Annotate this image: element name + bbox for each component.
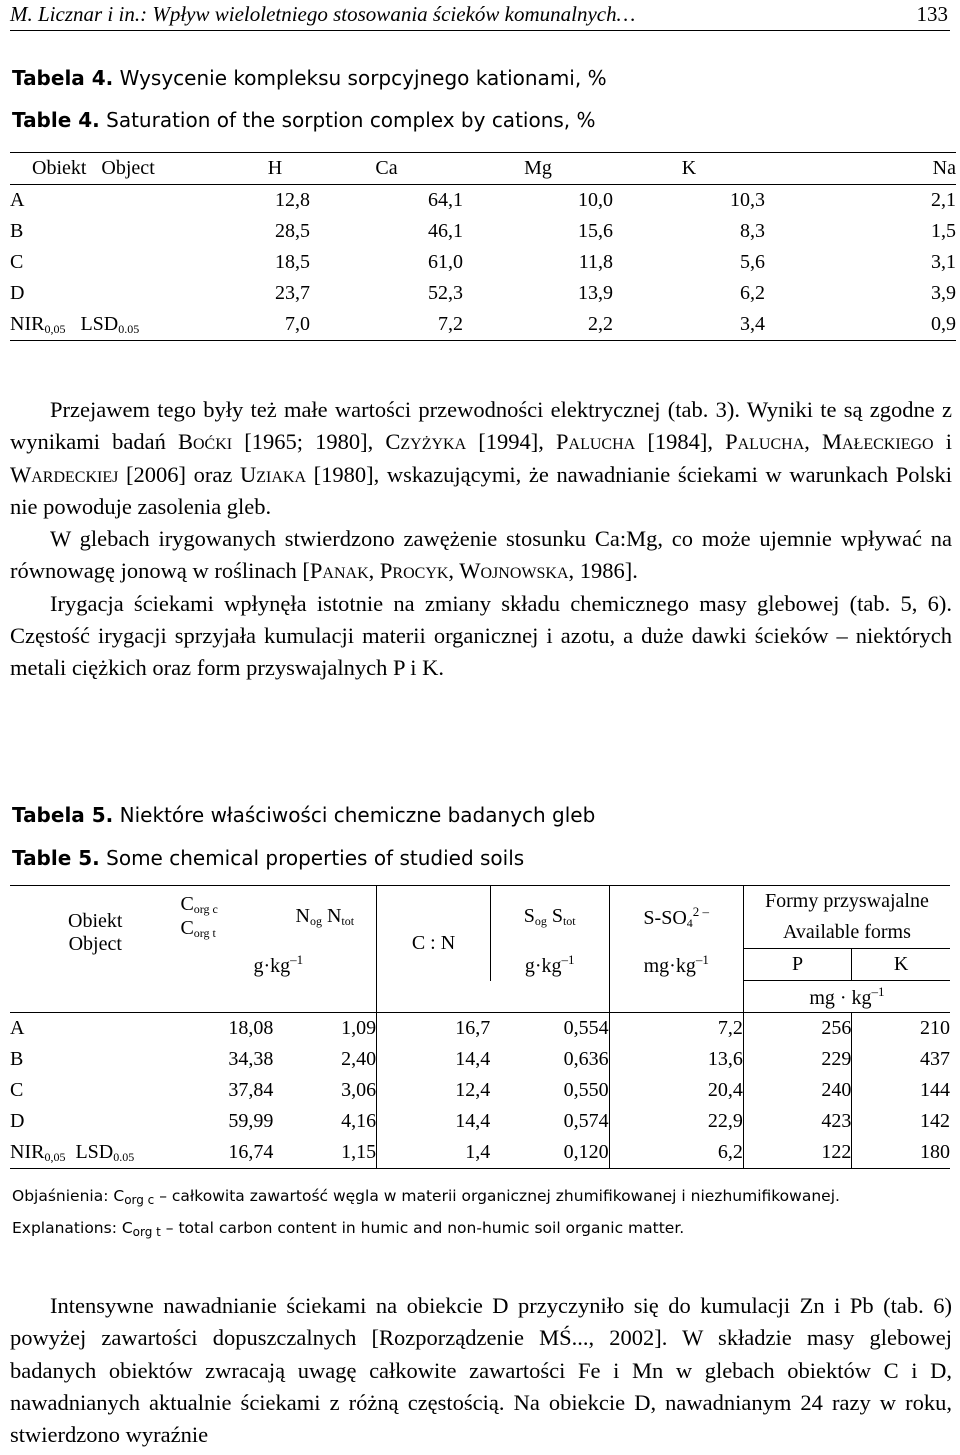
table-cell: 20,4 xyxy=(609,1075,743,1106)
paragraph xyxy=(10,523,952,588)
table-cell: 180 xyxy=(852,1137,950,1169)
table-cell: 10,0 xyxy=(578,189,613,211)
citation-author: Wardeckiej xyxy=(10,461,119,487)
table5-header-row-1 xyxy=(10,886,950,918)
table-cell: 7,0 xyxy=(240,309,310,341)
text-span: [2006] oraz xyxy=(118,461,240,487)
table-cell: 7,2 xyxy=(310,309,463,341)
table-cell: 1,5 xyxy=(931,220,956,242)
table-cell: 28,5 xyxy=(275,220,310,242)
table-row xyxy=(10,247,956,278)
table5-unit-gkg: $g\cdot kg^{-1}$ xyxy=(253,951,304,977)
table-cell: 34,38 xyxy=(228,1048,274,1070)
table-cell: 16,74 xyxy=(180,1137,273,1169)
table5-col-p: P xyxy=(743,949,851,981)
table5-caption-pl: Tabela 5. Niektóre właściwości chemiczne badanych gleb xyxy=(12,803,596,827)
table-cell: 18,08 xyxy=(228,1017,274,1039)
citation-author: Boćki xyxy=(177,429,233,455)
table4-col-h: H xyxy=(240,153,310,185)
table-cell: 0,574 xyxy=(563,1110,609,1132)
row-label: B xyxy=(10,1048,24,1070)
row-label: C xyxy=(10,251,24,273)
table-cell: 3,4 xyxy=(613,309,765,341)
table5-body xyxy=(10,1013,950,1169)
text-span: Irygacja ściekami wpłynęła istotnie na zmiany składu chemicznego masy glebowej (tab. 5, 6). Częstość irygacji sprzyjała kumulacji materii organicznej i azotu, a duże dawki ścieków – niektórych metali ciężkich oraz form przyswajalnych P i K. xyxy=(10,590,952,681)
table-cell: 16,7 xyxy=(377,1013,491,1045)
table-cell: 423 xyxy=(743,1106,851,1137)
table-cell: 8,3 xyxy=(740,220,765,242)
paragraph xyxy=(10,588,952,685)
table-cell: 0,9 xyxy=(765,309,956,341)
table-cell: 12,8 xyxy=(275,189,310,211)
citation-author: Uziaka xyxy=(240,461,307,487)
table-cell: 10,3 xyxy=(730,189,765,211)
row-label: D xyxy=(10,1110,25,1132)
table5-col-sso4: $S-SO_4^{2 -}$ xyxy=(609,886,743,949)
table-cell: 6,2 xyxy=(740,282,765,304)
running-title: M. Licznar i in.: Wpływ wieloletniego stosowania ścieków komunalnych… xyxy=(10,2,636,26)
table-cell: 1,15 xyxy=(273,1137,376,1169)
table-cell: 1,09 xyxy=(341,1017,377,1039)
citation-author: Czyżyka xyxy=(385,429,467,455)
table-cell: 23,7 xyxy=(275,282,310,304)
table-row xyxy=(10,278,956,309)
table-row-lsd xyxy=(10,1137,950,1169)
table-cell: 0,550 xyxy=(563,1079,609,1101)
text-span: Przejawem tego były też małe wartości przewodności elektrycznej (tab. 3). Wyniki te są zgodne z wynikami badań xyxy=(10,397,952,455)
table-cell: 52,3 xyxy=(428,282,463,304)
row-label-lsd: $NIR_{0,05}$ $LSD_{0.05}$ xyxy=(10,309,240,341)
table4-body xyxy=(10,185,956,341)
paragraph: Intensywne nawadnianie ściekami na obiekcie D przyczyniło się do kumulacji Zn i Pb (tab. 6) powyżej zawartości dopuszczalnych [Rozporządzenie MŚ..., 2002]. W składzie masy glebowej badanych obiektów zwracają uwagę całkowite zawartości Fe i Mn w glebach obiektów C i D, nawadnianych aktualnie ściekami z różną częstością. Na obiekcie D, nawadnianym 24 razy w roku, stwierdzono wyraźnie xyxy=(10,1293,952,1448)
table-cell: 142 xyxy=(852,1106,950,1137)
table5-col-k: K xyxy=(852,949,950,981)
table-cell: 46,1 xyxy=(428,220,463,242)
row-label: C xyxy=(10,1079,24,1101)
table5-col-corg: $C_{org c}$ $C_{org t}$ xyxy=(180,886,273,949)
table-cell: 12,4 xyxy=(377,1075,491,1106)
row-label-lsd: $NIR_{0,05}$ $LSD_{0.05}$ xyxy=(10,1137,180,1169)
table5-note-pl: Objaśnienia: $C_{org c}$ – całkowita zawartość węgla w materii organicznej zhumifikowanej i niezhumifikowanej. xyxy=(12,1187,840,1207)
table-cell: 14,4 xyxy=(377,1044,491,1075)
table-cell: 18,5 xyxy=(275,251,310,273)
text-span: [1980], wskazującymi, że nawadnianie ściekami w warunkach Polski nie powoduje zasolenia gleb. xyxy=(10,461,952,519)
table5-col-object: Obiekt Object xyxy=(10,886,180,981)
table-cell: 0,554 xyxy=(563,1017,609,1039)
table-cell: 3,1 xyxy=(931,251,956,273)
table4-caption-pl: Tabela 4. Wysycenie kompleksu sorpcyjnego kationami, % xyxy=(12,66,607,90)
text-span: [1984], xyxy=(635,429,726,455)
row-label: D xyxy=(10,282,25,304)
table-row xyxy=(10,1075,950,1106)
table-cell: 0,636 xyxy=(563,1048,609,1070)
table-cell: 122 xyxy=(743,1137,851,1169)
table-cell: 1,4 xyxy=(377,1137,491,1169)
table5-col-s: $S_{og}$ $S_{tot}$ xyxy=(490,886,609,949)
table-cell: 144 xyxy=(852,1075,950,1106)
row-label: B xyxy=(10,220,24,242)
table5-header-row-4 xyxy=(10,981,950,1013)
table-cell: 5,6 xyxy=(740,251,765,273)
text-span: W glebach irygowanych stwierdzono zawężenie stosunku Ca:Mg, co może ujemnie wpływać na równowagę jonową w roślinach [ xyxy=(10,526,952,584)
table5-unit-mgkg-forms: mg · $kg^{-1}$ xyxy=(743,981,950,1013)
table-cell: 2,40 xyxy=(341,1048,377,1070)
table-row xyxy=(10,185,956,217)
table-cell: 15,6 xyxy=(578,220,613,242)
citation-author: Palucha xyxy=(556,429,636,455)
table-cell: 2,2 xyxy=(463,309,613,341)
table-row xyxy=(10,1044,950,1075)
table-cell: 210 xyxy=(852,1013,950,1045)
table-cell: 7,2 xyxy=(609,1013,743,1045)
table-row-lsd xyxy=(10,309,956,341)
table-cell: 229 xyxy=(743,1044,851,1075)
table-row xyxy=(10,216,956,247)
table4-col-na: Na xyxy=(765,153,956,185)
table4-col-k: K xyxy=(613,153,765,185)
paragraph xyxy=(10,394,952,523)
text-span: i xyxy=(933,429,952,455)
table5-unit-mgkg: $mg\cdot kg^{-1}$ xyxy=(609,949,743,981)
table-cell: 3,9 xyxy=(931,282,956,304)
table5-note-en: Explanations: $C_{org t}$ – total carbon content in humic and non-humic soil organic matter. xyxy=(12,1219,685,1239)
table4 xyxy=(10,152,956,341)
table-row xyxy=(10,1106,950,1137)
table5-col-n: $N_{og}$ $N_{tot}$ xyxy=(273,886,376,949)
body-text-2 xyxy=(10,1290,952,1451)
table-cell: 59,99 xyxy=(228,1110,274,1132)
table5-col-forms: Formy przyswajalne xyxy=(743,886,950,918)
table-cell: 2,1 xyxy=(931,189,956,211)
table-cell: 61,0 xyxy=(428,251,463,273)
table-row xyxy=(10,1013,950,1045)
table5-col-cn: C : N xyxy=(377,886,491,981)
table-cell: 4,16 xyxy=(341,1110,377,1132)
table-cell: 256 xyxy=(743,1013,851,1045)
table-cell: 22,9 xyxy=(609,1106,743,1137)
table-cell: 13,6 xyxy=(609,1044,743,1075)
table-cell: 240 xyxy=(743,1075,851,1106)
table4-header-row xyxy=(10,153,956,185)
table-cell: 0,120 xyxy=(490,1137,609,1169)
table5-caption-en: Table 5. Some chemical properties of studied soils xyxy=(12,846,525,870)
table-cell: 64,1 xyxy=(428,189,463,211)
table5 xyxy=(10,885,950,1169)
row-label: A xyxy=(10,189,25,211)
citation-author: Palucha, Małeckiego xyxy=(725,429,934,455)
table-cell: 14,4 xyxy=(377,1106,491,1137)
text-span: [1965; 1980], xyxy=(232,429,386,455)
text-span: , 1986]. xyxy=(568,558,638,584)
page-number: 133 xyxy=(916,2,948,26)
table-cell: 6,2 xyxy=(609,1137,743,1169)
table5-unit-gkg-s: $g\cdot kg^{-1}$ xyxy=(524,951,575,977)
table-cell: 3,06 xyxy=(341,1079,377,1101)
table-cell: 13,9 xyxy=(578,282,613,304)
table5-col-forms-en: Available forms xyxy=(743,917,950,949)
citation-author: Panak, Procyk, Wojnowska xyxy=(309,558,569,584)
table-cell: 11,8 xyxy=(578,251,613,273)
running-header xyxy=(10,0,950,31)
table4-col-object: Obiekt Object xyxy=(10,153,240,185)
table4-col-ca: Ca xyxy=(310,153,463,185)
table-cell: 437 xyxy=(852,1044,950,1075)
body-text-1 xyxy=(10,394,952,685)
table4-col-mg: Mg xyxy=(463,153,613,185)
text-span: [1994], xyxy=(466,429,557,455)
table-cell: 37,84 xyxy=(228,1079,274,1101)
row-label: A xyxy=(10,1017,25,1039)
table4-caption-en: Table 4. Saturation of the sorption complex by cations, % xyxy=(12,108,596,132)
